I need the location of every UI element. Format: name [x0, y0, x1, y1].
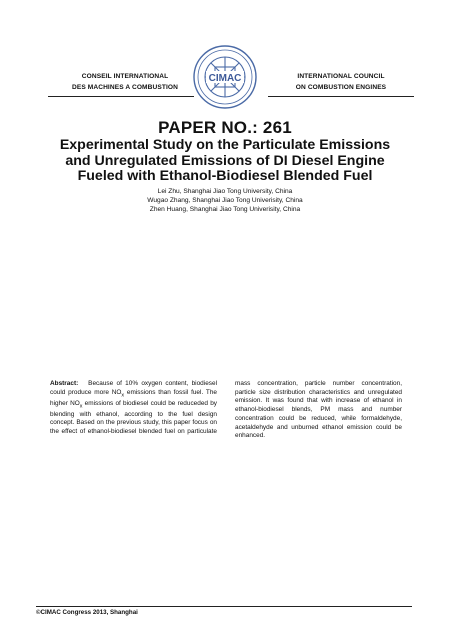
- paper-title: [20, 138, 430, 185]
- author-2: Wugao Zhang, Shanghai Jiao Tong Univerisity, China: [147, 196, 303, 204]
- abstract-text-2: emissions than fossil fuel. The higher NO: [50, 388, 218, 407]
- header-left-organization: [54, 72, 196, 93]
- abstract-label: Abstract:: [50, 380, 79, 387]
- abstract-text-3: emissions of biodiesel could be reduceded by blending with ethanol, according to the fuel design concept. Based on the previous study, this paper focus on the effect of ethanol-biodiesel blended fuel on particulate mass concentration, particle number concentration, particle size distribution characteristics and unregulated emission. It was found that with increase of ethanol in ethanol-biodiesel blends, PM mass and number concentration could be reduced, while formaldehyde, acetaldehyde and unburned ethanol emission could be enhanced.: [50, 380, 402, 440]
- header-right-rule: [268, 96, 414, 97]
- logo-text: CIMAC: [208, 73, 242, 84]
- right-org-line-1: INTERNATIONAL COUNCIL: [297, 73, 385, 80]
- left-org-line-2: DES MACHINES A COMBUSTION: [71, 83, 179, 91]
- footer-rule: [36, 606, 412, 607]
- title-line-2: and Unregulated Emissions of DI Diesel Engine: [65, 152, 385, 169]
- cimac-logo-icon: [192, 44, 258, 110]
- left-org-line-1: CONSEIL INTERNATIONAL: [81, 73, 169, 80]
- header-left-rule: [48, 96, 194, 97]
- title-line-3: Fueled with Ethanol-Biodiesel Blended Fuel: [77, 168, 373, 184]
- abstract-body: [50, 380, 402, 441]
- paper-number: PAPER NO.: 261: [158, 118, 292, 137]
- abstract-subscript-2: x: [79, 402, 83, 409]
- right-org-line-2: ON COMBUSTION ENGINES: [295, 83, 387, 91]
- author-3: Zhen Huang, Shanghai Jiao Tong Univerisity, China: [149, 205, 301, 213]
- author-list: [0, 188, 450, 214]
- title-line-1: Experimental Study on the Particulate Emissions: [59, 137, 391, 153]
- abstract-subscript-1: x: [121, 391, 125, 398]
- author-1: Lei Zhu, Shanghai Jiao Tong University, China: [157, 188, 293, 195]
- abstract-text-1: Because of 10% oxygen content, biodiesel could produce more NO: [50, 380, 217, 396]
- footer-text: ©CIMAC Congress 2013, Shanghai: [36, 609, 138, 616]
- header-right-organization: [270, 72, 412, 93]
